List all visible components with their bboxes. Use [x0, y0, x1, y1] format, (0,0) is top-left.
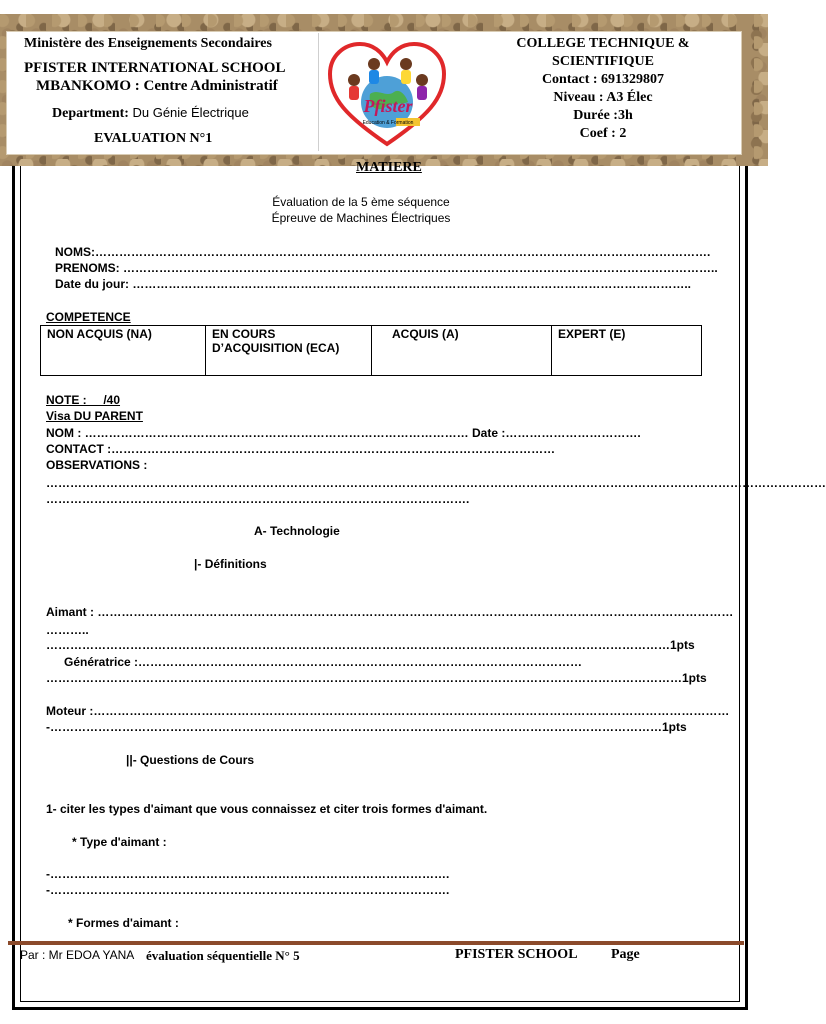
- coef-info: Coef : 2: [579, 126, 627, 141]
- footer-school: PFISTER SCHOOL: [455, 947, 578, 962]
- noms-field[interactable]: NOMS:……………………………………………………………………………………………………………………………………….: [55, 245, 711, 259]
- type-aimant-label: * Type d'aimant :: [72, 835, 167, 849]
- observations-line-2[interactable]: …………………………………………………………………………………………….: [46, 492, 470, 506]
- duree-info: Durée :3h: [573, 108, 633, 123]
- school-name: PFISTER INTERNATIONAL SCHOOL: [24, 60, 286, 76]
- competence-expert[interactable]: EXPERT (E): [552, 326, 702, 376]
- college-line1: COLLEGE TECHNIQUE &: [516, 36, 690, 51]
- school-logo-icon: [326, 40, 448, 150]
- generatrice-points-line[interactable]: ……………………………………………………………………………………………………………………………………………1pts: [46, 671, 707, 685]
- epreuve-line: Épreuve de Machines Électriques: [271, 211, 451, 225]
- parent-contact-field[interactable]: CONTACT :…………………………………………………………………………………………………: [46, 442, 556, 456]
- competence-na[interactable]: NON ACQUIS (NA): [41, 326, 206, 376]
- competence-row: [41, 326, 702, 376]
- formes-aimant-label: * Formes d'aimant :: [68, 916, 179, 930]
- evaluation-number: EVALUATION N°1: [94, 131, 213, 146]
- observations-line-1[interactable]: ……………………………………………………………………………………………………………………………………………………………………………: [46, 476, 826, 490]
- footer-divider: [8, 941, 744, 945]
- college-line2: SCIENTIFIQUE: [552, 54, 654, 69]
- niveau-info: Niveau : A3 Élec: [553, 90, 653, 105]
- header-divider: [318, 33, 319, 151]
- competence-acquis[interactable]: ACQUIS (A): [372, 326, 552, 376]
- competence-eca[interactable]: EN COURS D’ACQUISITION (ECA): [206, 326, 372, 376]
- competence-title: COMPETENCE: [46, 310, 131, 324]
- footer-page: Page: [611, 947, 640, 962]
- sequence-line: Évaluation de la 5 ème séquence: [272, 195, 450, 209]
- department-value: Du Génie Électrique: [132, 105, 249, 120]
- type-aimant-line-1[interactable]: -……………………………………………………………………………………….: [46, 867, 450, 881]
- department-line: [52, 105, 249, 122]
- competence-table: [40, 325, 702, 376]
- type-aimant-line-2[interactable]: -……………………………………………………………………………………….: [46, 883, 450, 897]
- logo-text: Pfister: [363, 96, 413, 116]
- generatrice-field[interactable]: Génératrice :…………………………………………………………………………………………………: [64, 655, 583, 669]
- logo-subtext: Education & Formation: [362, 120, 414, 126]
- prenoms-field[interactable]: PRENOMS: …………………………………………………………………………………………………………………………………..: [55, 261, 718, 275]
- date-field[interactable]: Date du jour: …………………………………………………………………………………………………………………………..: [55, 277, 691, 291]
- note-field: NOTE : /40: [46, 393, 121, 407]
- footer-evaluation: évaluation séquentielle N° 5: [146, 948, 300, 963]
- department-label: Department:: [52, 106, 129, 121]
- definitions-title: |- Définitions: [194, 557, 267, 571]
- moteur-field[interactable]: Moteur :……………………………………………………………………………………………………………………………………………: [46, 704, 730, 718]
- questions-title: ||- Questions de Cours: [126, 753, 255, 767]
- aimant-field[interactable]: Aimant : ……………………………………………………………………………………………………………………………………………: [46, 605, 734, 619]
- ministry-text: Ministère des Enseignements Secondaires: [24, 36, 272, 51]
- visa-parent-label: Visa DU PARENT: [46, 409, 143, 423]
- school-location: MBANKOMO : Centre Administratif: [36, 78, 278, 94]
- footer-author: Par : Mr EDOA YANA: [20, 948, 135, 962]
- matiere-title: MATIERE: [356, 160, 422, 175]
- aimant-points-line[interactable]: …………………………………………………………………………………………………………………………………………1pts: [46, 638, 695, 652]
- section-a-title: A- Technologie: [254, 524, 340, 538]
- aimant-continuation[interactable]: ………..: [46, 623, 89, 637]
- question-1: 1- citer les types d'aimant que vous connaissez et citer trois formes d'aimant.: [46, 802, 488, 816]
- parent-nom-field[interactable]: NOM : …………………………………………………………………………………… Date :…………………………….: [46, 426, 641, 440]
- contact-info: Contact : 691329807: [541, 72, 665, 87]
- observations-label: OBSERVATIONS :: [46, 458, 148, 472]
- moteur-points-line[interactable]: -………………………………………………………………………………………………………………………………………1pts: [46, 720, 687, 734]
